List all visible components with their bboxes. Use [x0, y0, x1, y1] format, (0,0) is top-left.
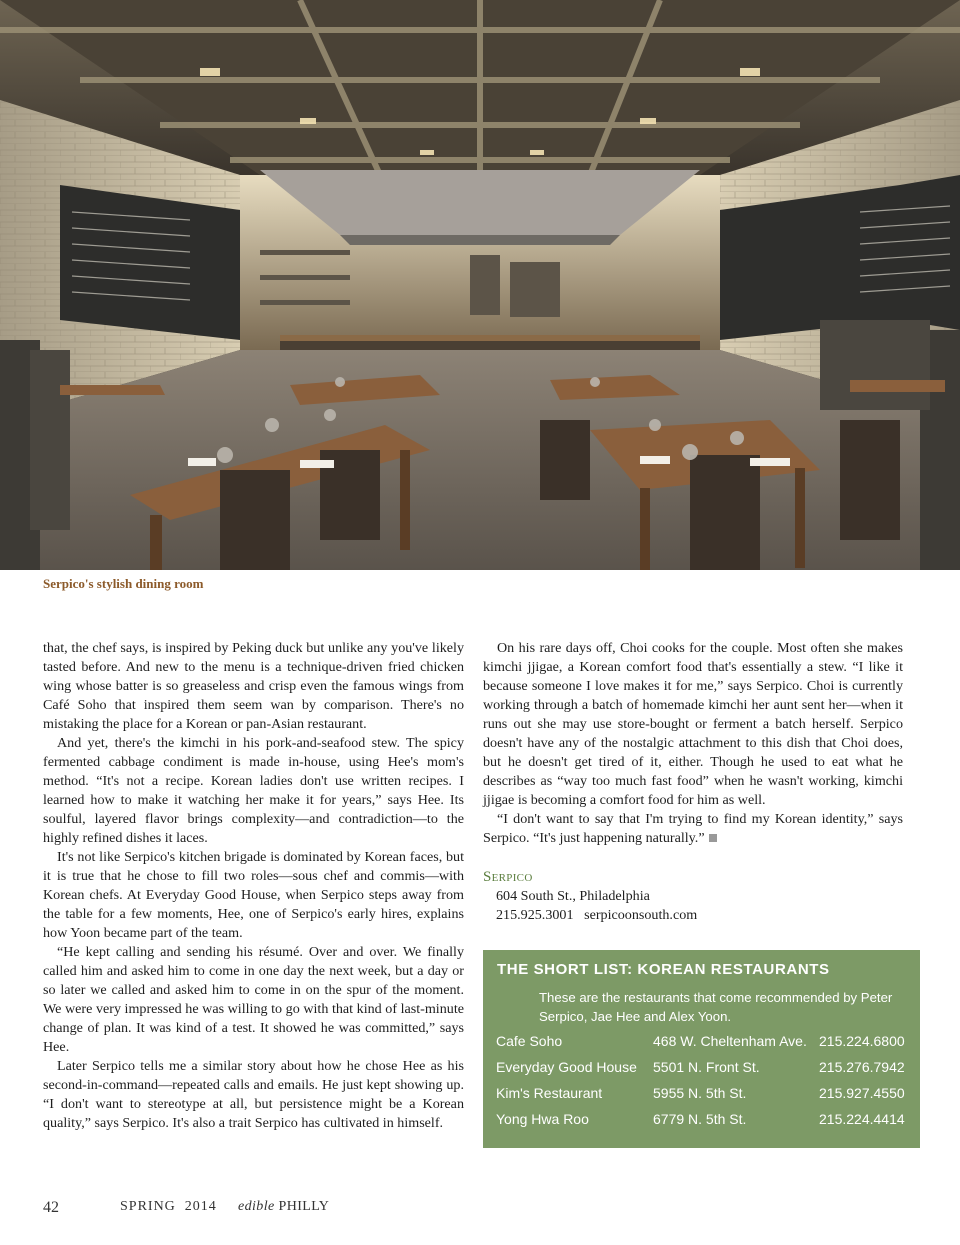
restaurant-phone: 215.224.6800	[819, 1033, 905, 1049]
short-list-intro: These are the restaurants that come recommended by Peter Serpico, Jae Hee and Alex Yoon.	[539, 990, 893, 1024]
paragraph-text: “I don't want to say that I'm trying to find my Korean identity,” says Serpico. “It's just happening naturally.”	[483, 811, 903, 846]
restaurant-name: Kim's Restaurant	[496, 1085, 603, 1101]
paragraph: On his rare days off, Choi cooks for the couple. Most often she makes kimchi jjigae, a Korean comfort food that's essentially a stew. “I like it because someone I love makes it for me,” says Serpico. Choi is currently working through a batch of homemade kimchi her aunt sent her—when it runs out she may use store-bought or ferment a batch herself. Serpico doesn't have any of the nostalgic attachment to this dish that Choi does, but he doesn't get tired of it, either. Though he used to eat what he describes as “way too much fast food” when he wasn't working, kimchi jjigae is becoming a comfort food for him as well.	[483, 640, 903, 808]
list-item	[496, 1111, 916, 1131]
article-right-column	[483, 639, 903, 848]
magazine-name	[238, 1199, 329, 1215]
list-item	[496, 1085, 916, 1105]
paragraph: that, the chef says, is inspired by Peking duck but unlike any you've likely tasted before. And new to the menu is a technique-driven fried chicken wing whose batter is so greaseless and crisp even the famous wings from Café Soho that inspired them seem wan by comparison. There's no mistaking the place for a Korean or pan-Asian restaurant.	[43, 640, 464, 732]
restaurant-phone: 215.276.7942	[819, 1059, 905, 1075]
list-item	[496, 1059, 916, 1079]
page-number: 42	[43, 1199, 59, 1216]
venue-phone: 215.925.3001	[496, 907, 574, 923]
restaurant-photo	[0, 0, 960, 570]
venue-info	[483, 868, 697, 925]
short-list-box	[483, 950, 920, 1148]
restaurant-address: 5501 N. Front St.	[653, 1059, 760, 1075]
paragraph: Later Serpico tells me a similar story about how he chose Hee as his second-in-command—repeated calls and emails. He just kept showing up. “I don't want to stereotype at all, but persistence might be a Korean quality,” says Serpico. It's also a trait Serpico has cultivated in himself.	[43, 1058, 464, 1131]
short-list-title: THE SHORT LIST: KOREAN RESTAURANTS	[497, 961, 830, 978]
venue-website[interactable]: serpicoonsouth.com	[584, 907, 698, 923]
issue-season: SPRING 2014	[120, 1199, 217, 1214]
restaurant-name: Everyday Good House	[496, 1059, 637, 1075]
venue-address: 604 South St., Philadelphia	[496, 888, 650, 904]
restaurant-phone: 215.224.4414	[819, 1111, 905, 1127]
restaurant-name: Yong Hwa Roo	[496, 1111, 589, 1127]
venue-name: Serpico	[483, 869, 533, 885]
paragraph: And yet, there's the kimchi in his pork-and-seafood stew. The spicy fermented cabbage condiment is made in-house, using Hee's mom's method. “It's not a recipe. Korean ladies don't use written recipes. I learned how to make it watching her make it for years,” says Hee. Its soulful, layered flavor brings complexity—and contradiction—to the highly refined dishes it laces.	[43, 735, 464, 846]
paragraph: “He kept calling and sending his résumé. Over and over. We finally called him and asked him to come in one day the next week, but a day or so later we called and asked him to come in on the spur of the moment. We were very impressed he was willing to go with that kind of last-minute change of plan. It was kind of a test. It showed he was committed,” says Hee.	[43, 944, 464, 1055]
photo-caption: Serpico's stylish dining room	[43, 576, 204, 591]
paragraph-last	[483, 810, 903, 848]
magazine-name-rest: PHILLY	[278, 1199, 330, 1214]
restaurant-address: 5955 N. 5th St.	[653, 1085, 747, 1101]
end-mark-icon	[709, 834, 717, 842]
restaurant-address: 468 W. Cheltenham Ave.	[653, 1033, 807, 1049]
list-item	[496, 1033, 916, 1053]
magazine-name-italic: edible	[238, 1199, 275, 1214]
venue-contact	[483, 906, 697, 925]
restaurant-phone: 215.927.4550	[819, 1085, 905, 1101]
article-left-column	[43, 639, 464, 1133]
paragraph: It's not like Serpico's kitchen brigade is dominated by Korean faces, but it is true that he chose to fill two roles—sous chef and commis—with Korean chefs. At Everyday Good House, when Serpico steps away from the table for a few moments, Hee, one of Serpico's early hires, explains how Yoon became part of the team.	[43, 849, 464, 941]
restaurant-name: Cafe Soho	[496, 1033, 563, 1049]
restaurant-address: 6779 N. 5th St.	[653, 1111, 747, 1127]
